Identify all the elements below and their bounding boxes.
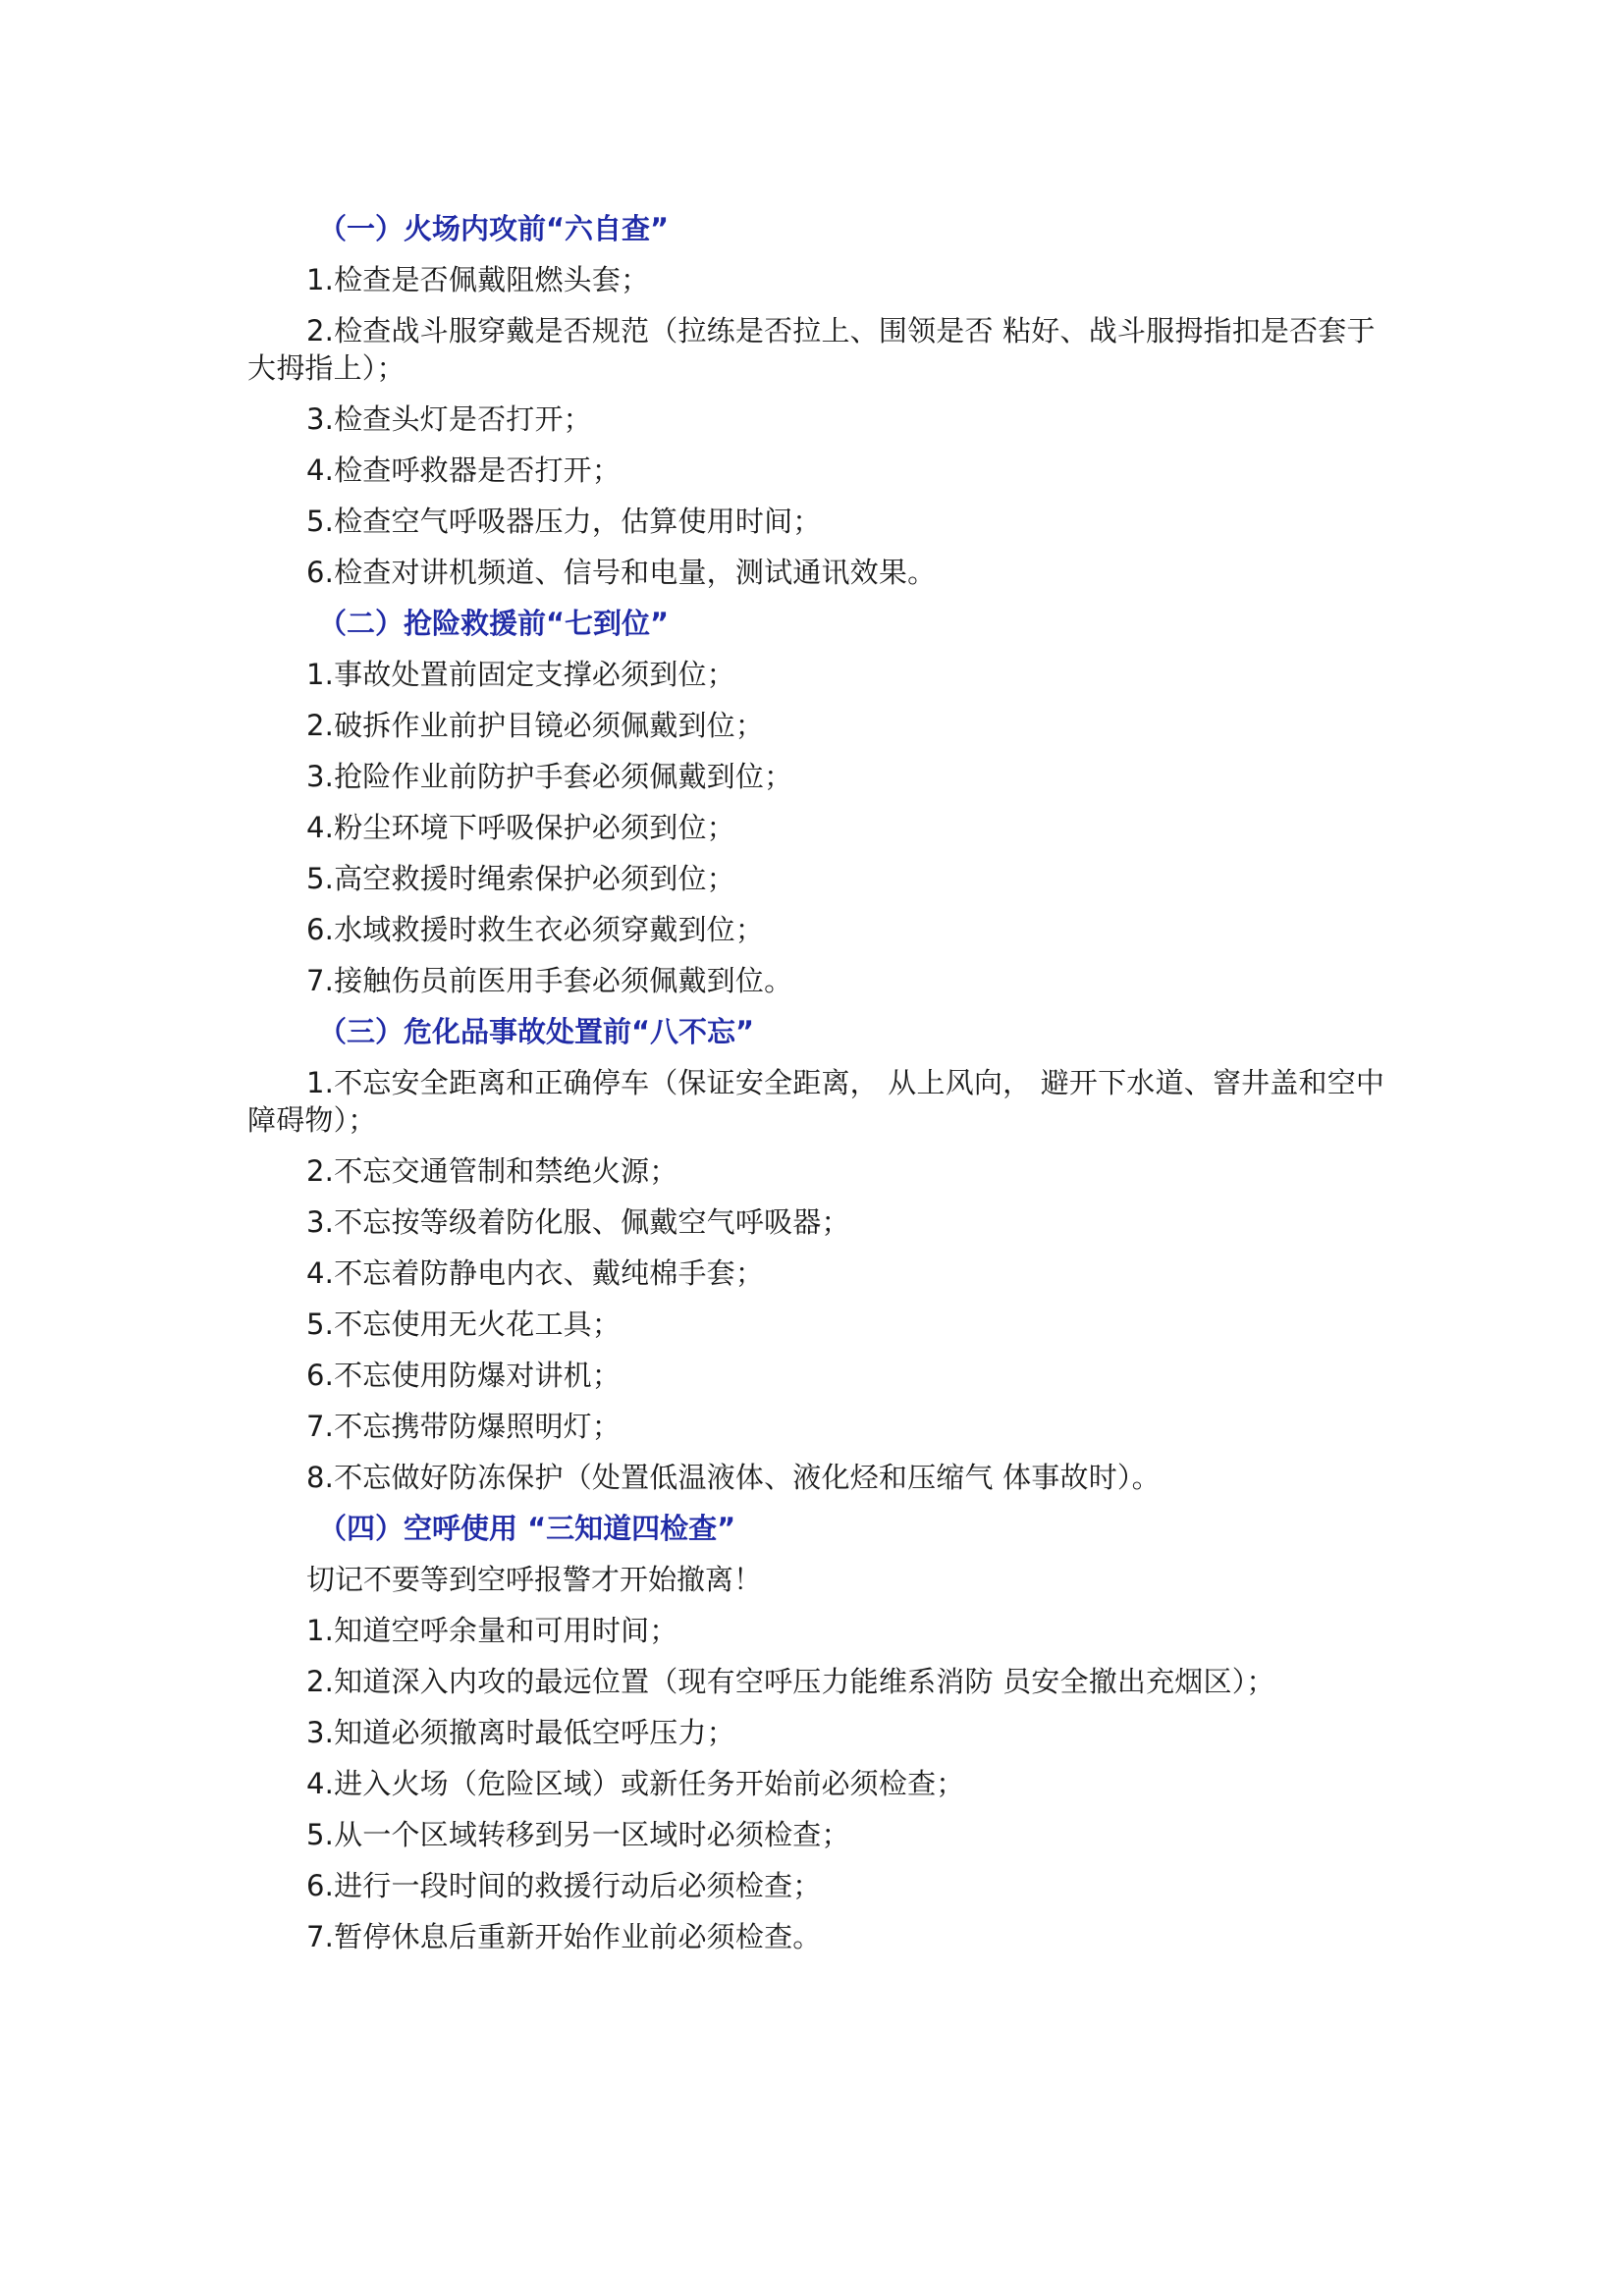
list-item: 3.检查头灯是否打开； <box>306 402 592 436</box>
list-item: 5.检查空气呼吸器压力，估算使用时间； <box>306 505 822 538</box>
document-content <box>247 210 1396 1969</box>
list-item: 1.不忘安全距离和正确停车（保证安全距离， 从上风向， 避开下水道、窨井盖和空中障碍物）； <box>247 1066 1385 1137</box>
list-item: 6.水域救援时救生衣必须穿戴到位； <box>306 913 765 946</box>
section-heading: （一）火场内攻前“六自查” <box>318 212 670 245</box>
section-seven-in-place <box>247 605 1396 999</box>
list-item: 6.不忘使用防爆对讲机； <box>306 1359 622 1392</box>
section-heading: （二）抢险救援前“七到位” <box>318 607 670 640</box>
list-item: 3.抢险作业前防护手套必须佩戴到位； <box>306 760 793 793</box>
list-item: 4.进入火场（危险区域）或新任务开始前必须检查； <box>306 1767 965 1800</box>
list-item: 6.检查对讲机频道、信号和电量，测试通讯效果。 <box>306 556 937 589</box>
list-item: 2.破拆作业前护目镜必须佩戴到位； <box>306 709 765 742</box>
list-item: 4.检查呼救器是否打开； <box>306 454 622 487</box>
section-heading: （四）空呼使用 “三知道四检查” <box>318 1512 736 1545</box>
list-item: 4.粉尘环境下呼吸保护必须到位； <box>306 811 735 844</box>
list-item: 3.知道必须撤离时最低空呼压力； <box>306 1716 735 1749</box>
list-item: 4.不忘着防静电内衣、戴纯棉手套； <box>306 1256 765 1290</box>
list-item: 1.知道空呼余量和可用时间； <box>306 1614 678 1647</box>
list-item: 8.不忘做好防冻保护（处置低温液体、液化烃和压缩气 体事故时）。 <box>306 1461 1161 1494</box>
section-six-self-checks <box>247 210 1396 591</box>
section-eight-do-not-forget <box>247 1013 1396 1496</box>
list-item: 1.检查是否佩戴阻燃头套； <box>306 263 650 296</box>
list-item: 7.暂停休息后重新开始作业前必须检查。 <box>306 1920 822 1953</box>
list-item: 6.进行一段时间的救援行动后必须检查； <box>306 1869 822 1902</box>
list-item: 3.不忘按等级着防化服、佩戴空气呼吸器； <box>306 1205 850 1239</box>
list-item: 1.事故处置前固定支撑必须到位； <box>306 658 735 691</box>
list-item: 2.不忘交通管制和禁绝火源； <box>306 1154 678 1188</box>
section-heading: （三）危化品事故处置前“八不忘” <box>318 1015 755 1048</box>
warning-note: 切记不要等到空呼报警才开始撤离！ <box>306 1563 763 1596</box>
list-item: 5.高空救援时绳索保护必须到位； <box>306 862 735 895</box>
list-item: 7.不忘携带防爆照明灯； <box>306 1410 622 1443</box>
list-item: 2.知道深入内攻的最远位置（现有空呼压力能维系消防 员安全撤出充烟区）； <box>306 1665 1275 1698</box>
list-item: 7.接触伤员前医用手套必须佩戴到位。 <box>306 964 793 997</box>
list-item: 5.不忘使用无火花工具； <box>306 1308 622 1341</box>
list-item: 5.从一个区域转移到另一区域时必须检查； <box>306 1818 850 1851</box>
section-air-respirator-use <box>247 1510 1396 1955</box>
list-item: 2.检查战斗服穿戴是否规范（拉练是否拉上、围领是否 粘好、战斗服拇指扣是否套于大拇指上）； <box>247 314 1376 385</box>
